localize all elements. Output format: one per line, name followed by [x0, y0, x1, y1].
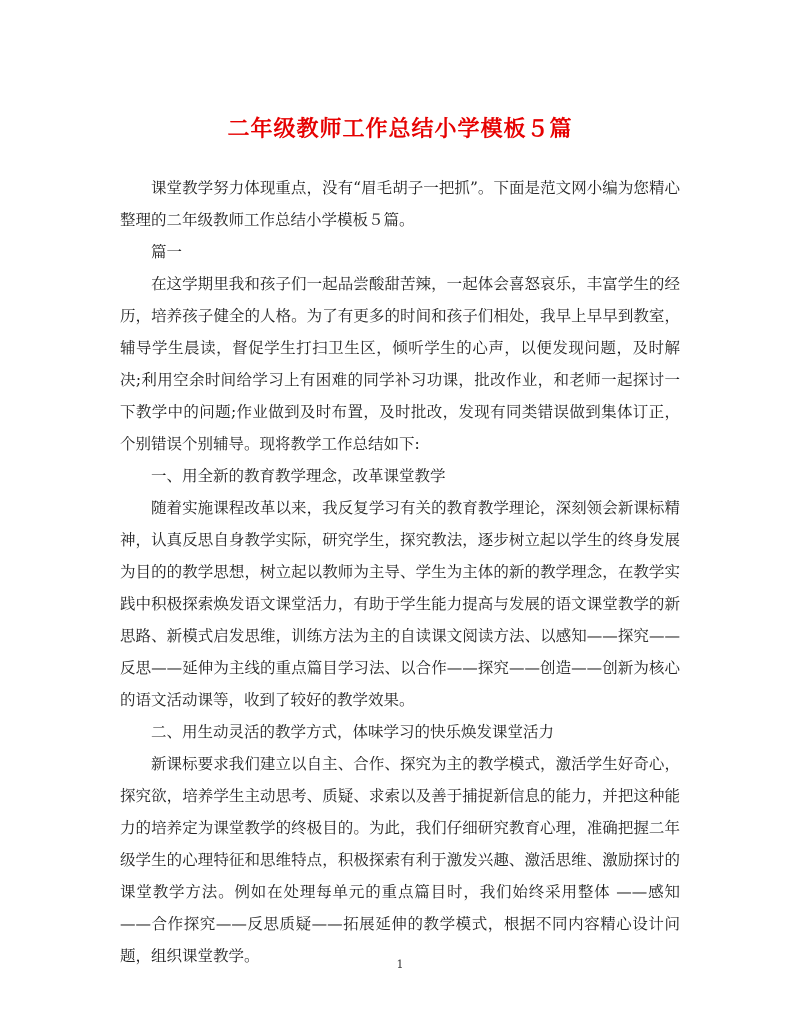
body-paragraph: 在这学期里我和孩子们一起品尝酸甜苦辣，一起体会喜怒哀乐，丰富学生的经历，培养孩子健全的人格。为了有更多的时间和孩子们相处，我早上早早到教室，辅导学生晨读，督促学生打扫卫生区，倾听学生的心声，以便发现问题，及时解决;利用空余时间给学习上有困难的同学补习功课，批改作业，和老师一起探讨一下教学中的问题;作业做到及时布置，及时批改，发现有同类错误做到集体订正，个别错误个别辅导。现将教学工作总结如下: [120, 275, 680, 453]
section-heading-two: 二、用生动灵活的教学方式，体味学习的快乐焕发课堂活力 [151, 723, 555, 741]
section-label-part-one: 篇一 [151, 243, 183, 261]
body-paragraph: 新课标要求我们建立以自主、合作、探究为主的教学模式，激活学生好奇心，探究欲，培养学生主动思考、质疑、求索以及善于捕捉新信息的能力，并把这种能力的培养定为课堂教学的终极目的。为此，我们仔细研究教育心理，准确把握二年级学生的心理特征和思维特点，积极探索有利于激发兴趣、激活思维、激励探讨的课堂教学方法。例如在处理每单元的重点篇目时，我们始终采用整体 ——感知——合作探究——反思质疑——拓展延伸的教学模式，根据不同内容精心设计问题，组织课堂教学。 [120, 755, 680, 965]
page-number: 1 [396, 958, 404, 971]
body-paragraph: 随着实施课程改革以来，我反复学习有关的教育教学理论，深刻领会新课标精神，认真反思自身教学实际，研究学生，探究教法，逐步树立起以学生的终身发展为目的的教学思想，树立起以教师为主导、学生为主体的新的教学理念，在教学实践中积极探索焕发语文课堂活力，有助于学生能力提高与发展的语文课堂教学的新思路、新模式启发思维，训练方法为主的自读课文阅读方法、以感知——探究——反思——延伸为主线的重点篇目学习法、以合作——探究——创造——创新为核心的语文活动课等，收到了较好的教学效果。 [120, 499, 680, 709]
document-title: 二年级教师工作总结小学模板５篇 [227, 116, 573, 142]
document-body [120, 172, 680, 972]
section-heading-one: 一、用全新的教育教学理念，改革课堂教学 [151, 467, 446, 485]
intro-paragraph: 课堂教学努力体现重点，没有“眉毛胡子一把抓”。下面是范文网小编为您精心整理的二年级教师工作总结小学模板５篇。 [120, 179, 680, 229]
